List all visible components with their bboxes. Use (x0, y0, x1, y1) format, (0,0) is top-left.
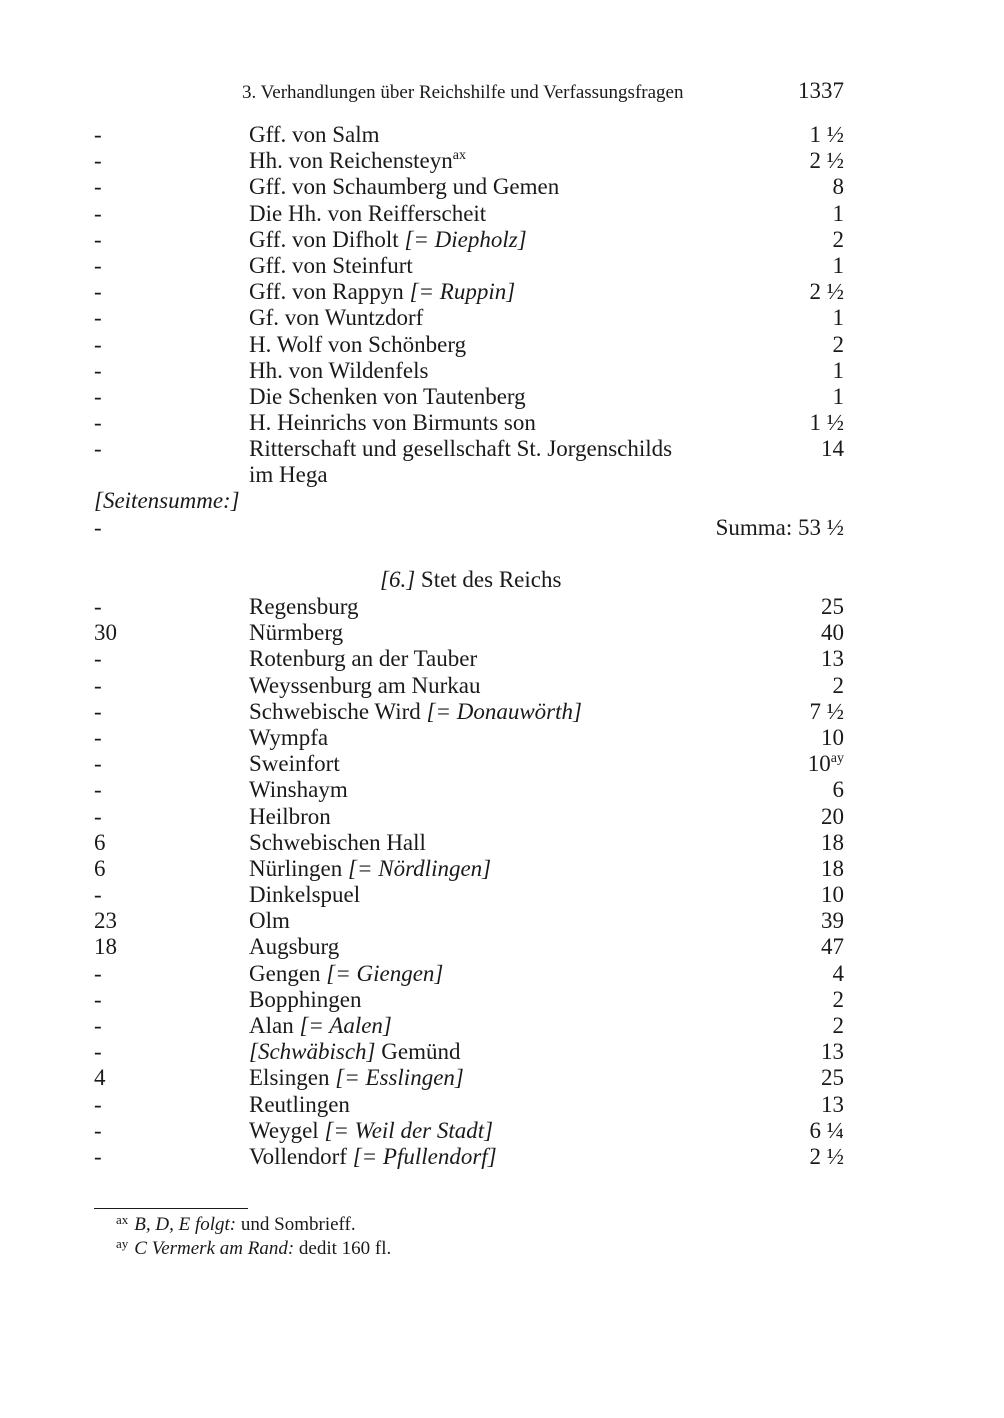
table-row (0, 830, 1004, 856)
row-name-text: Hh. von Wildenfels (249, 357, 429, 383)
table-row (0, 620, 1004, 646)
table-row (0, 174, 1004, 200)
row-value-text: 2 (832, 986, 844, 1012)
page-number: 1337 (798, 78, 844, 103)
table-row (0, 594, 1004, 620)
row-value-text: 1 ½ (809, 122, 844, 147)
row-value-text: 14 (821, 436, 844, 462)
row-name (249, 987, 694, 1013)
row-mark: - (94, 226, 102, 252)
row-value-text: 2 (832, 331, 844, 357)
row-value (821, 830, 844, 856)
row-name (249, 777, 694, 803)
table-row (0, 804, 1004, 830)
row-name (249, 410, 694, 436)
row-name-text: Heilbron (249, 803, 331, 829)
footnote-source: C Vermerk am Rand: (134, 1238, 295, 1259)
row-value (810, 410, 845, 436)
row-value (833, 673, 845, 699)
row-mark: - (94, 1143, 102, 1169)
row-value-text: 1 (832, 200, 844, 226)
footnote (116, 1237, 391, 1261)
table-row (0, 777, 1004, 803)
editorial-note: [= Pfullendorf] (346, 1143, 497, 1169)
row-value-text: 2 ½ (809, 1143, 844, 1169)
row-mark: - (94, 751, 102, 777)
table-row (0, 201, 1004, 227)
editorial-note: [Schwäbisch] (249, 1039, 376, 1065)
row-name (249, 201, 694, 227)
row-mark: - (94, 279, 102, 305)
row-name (249, 856, 694, 882)
row-mark: - (94, 1013, 102, 1038)
row-name-text: Elsingen (249, 1065, 330, 1091)
row-value-text: 1 (832, 252, 844, 278)
section-title: Stet des Reichs (415, 567, 562, 592)
row-mark: - (94, 252, 102, 278)
row-name (249, 1144, 694, 1170)
row-mark: - (94, 122, 102, 147)
row-name (249, 358, 694, 384)
table-row (0, 856, 1004, 882)
footnote-key: ay (116, 1236, 129, 1251)
table-row (0, 1065, 1004, 1091)
row-name (249, 148, 694, 174)
row-name-text: Alan (249, 1013, 294, 1038)
row-mark: - (94, 646, 102, 672)
row-mark: - (94, 305, 102, 331)
table-row (0, 253, 1004, 279)
row-name-text: Sweinfort (249, 751, 340, 777)
row-name (249, 436, 694, 488)
row-name-text: Gff. von Difholt (249, 226, 399, 252)
row-name-text: Vollendorf (249, 1143, 347, 1169)
row-value-text: 2 ½ (809, 148, 844, 174)
row-name-text: Gemünd (375, 1039, 461, 1065)
row-name (249, 908, 694, 934)
footnote (116, 1213, 391, 1237)
row-value-text: 40 (821, 620, 844, 646)
row-value-text: 20 (821, 803, 844, 829)
row-mark: - (94, 594, 102, 619)
row-value (821, 1039, 844, 1065)
row-name (249, 253, 694, 279)
row-mark: - (94, 200, 102, 226)
row-value-text: 7 ½ (809, 698, 844, 724)
row-mark: - (94, 724, 102, 750)
row-name (249, 699, 694, 725)
row-name (249, 279, 694, 305)
row-value-text: 2 (832, 672, 844, 698)
row-value (833, 358, 845, 384)
row-name-text: Dinkelspuel (249, 882, 361, 908)
table-row (0, 1039, 1004, 1065)
row-mark: - (94, 1091, 102, 1117)
row-mark: - (94, 357, 102, 383)
table-row (0, 908, 1004, 934)
table-row (0, 1092, 1004, 1118)
footnote-rule (94, 1208, 248, 1209)
row-name-text: H. Wolf von Schönberg (249, 331, 467, 357)
row-name (249, 673, 694, 699)
row-name-text: Gf. von Wuntzdorf (249, 305, 424, 331)
row-value-text: 8 (832, 174, 844, 200)
row-value-text: 18 (821, 829, 844, 855)
row-name (249, 830, 694, 856)
row-name (249, 1065, 694, 1091)
contribution-table-counts (0, 122, 1004, 489)
row-name (249, 961, 694, 987)
row-value-text: 25 (821, 594, 844, 619)
row-value (833, 961, 845, 987)
table-row (0, 882, 1004, 908)
row-name-text: Nürmberg (249, 620, 344, 646)
row-name-text: Ritterschaft und gesellschaft St. Jorgenschilds im Hega (249, 436, 673, 488)
row-mark: 6 (94, 829, 106, 855)
footnote-text: dedit 160 fl. (294, 1238, 392, 1259)
editorial-note: [= Giengen] (320, 960, 444, 986)
page-sum-row (0, 515, 1004, 541)
row-mark: 6 (94, 855, 106, 881)
header-title: 3. Verhandlungen über Reichshilfe und Verfassungsfragen (242, 82, 684, 103)
row-mark: - (94, 436, 102, 462)
table-row (0, 384, 1004, 410)
row-value (821, 908, 844, 934)
row-mark: - (94, 698, 102, 724)
row-value-text: 1 (832, 383, 844, 409)
row-value (808, 751, 844, 777)
row-name-text: Olm (249, 908, 290, 934)
row-value (810, 279, 845, 305)
row-value (821, 934, 844, 960)
row-name (249, 1013, 694, 1039)
row-name-text: Nürlingen (249, 855, 343, 881)
row-name (249, 934, 694, 960)
section-number: [6.] (380, 567, 416, 592)
section-heading (380, 567, 561, 593)
row-value (821, 1092, 844, 1118)
row-name-text: Die Hh. von Reifferscheit (249, 200, 487, 226)
row-name (249, 646, 694, 672)
table-row (0, 987, 1004, 1013)
page-sum-label: [Seitensumme:] (94, 488, 240, 513)
row-value (810, 699, 845, 725)
table-row (0, 751, 1004, 777)
row-value-text: 13 (821, 646, 844, 672)
table-row (0, 305, 1004, 331)
table-row (0, 725, 1004, 751)
row-value (833, 777, 845, 803)
editorial-note: [= Weil der Stadt] (318, 1117, 494, 1143)
row-name-text: Regensburg (249, 594, 359, 619)
row-value (821, 882, 844, 908)
table-row (0, 332, 1004, 358)
row-mark: 30 (94, 620, 117, 646)
row-value (821, 1065, 844, 1091)
row-value-text: 6 ¼ (809, 1117, 844, 1143)
table-row (0, 1144, 1004, 1170)
table-row (0, 961, 1004, 987)
row-name-text: Bopphingen (249, 986, 362, 1012)
row-value-text: 39 (821, 908, 844, 934)
editorial-note: [= Donauwörth] (420, 698, 582, 724)
row-value (821, 436, 844, 462)
row-value (833, 174, 845, 200)
row-name (249, 804, 694, 830)
row-value-text: 2 (832, 226, 844, 252)
row-mark: - (94, 1039, 102, 1065)
row-name (249, 1118, 694, 1144)
table-row (0, 148, 1004, 174)
editorial-note: [= Aalen] (293, 1013, 392, 1038)
table-row (0, 673, 1004, 699)
footnote-text: und Sombrieff. (236, 1214, 356, 1235)
table-row (0, 934, 1004, 960)
row-name-text: Schwebische Wird (249, 698, 421, 724)
row-name (249, 332, 694, 358)
row-value (810, 1144, 845, 1170)
editorial-note: [= Nördlingen] (342, 855, 492, 881)
row-mark: 4 (94, 1065, 106, 1091)
row-name (249, 174, 694, 200)
row-name-text: Wympfa (249, 724, 329, 750)
footnote-ref: ax (452, 148, 466, 164)
page-sum-total: Summa: 53 ½ (715, 515, 844, 540)
row-value-text: 1 (832, 357, 844, 383)
row-value-text: 2 (832, 1013, 844, 1038)
row-value-text: 13 (821, 1039, 844, 1065)
row-name-text: Hh. von Reichensteyn (249, 148, 453, 174)
row-mark: - (94, 174, 102, 200)
editorial-note: [= Esslingen] (329, 1065, 464, 1091)
row-name-text: Die Schenken von Tautenberg (249, 383, 526, 409)
row-mark: 18 (94, 934, 117, 960)
row-name-text: H. Heinrichs von Birmunts son (249, 410, 536, 436)
row-name-text: Gengen (249, 960, 321, 986)
row-mark: - (94, 1117, 102, 1143)
row-name-text: Gff. von Rappyn (249, 279, 404, 305)
row-value (821, 804, 844, 830)
row-name-text: Gff. von Steinfurt (249, 252, 413, 278)
table-row (0, 358, 1004, 384)
row-value (810, 148, 845, 174)
table-row (0, 1118, 1004, 1144)
row-value (810, 122, 845, 148)
table-row (0, 646, 1004, 672)
row-name (249, 725, 694, 751)
row-mark: - (94, 331, 102, 357)
row-name-text: Rotenburg an der Tauber (249, 646, 478, 672)
row-mark: - (94, 960, 102, 986)
footnote-source: B, D, E folgt: (134, 1214, 237, 1235)
row-value (833, 1013, 845, 1039)
row-name (249, 1092, 694, 1118)
row-value-text: 10 (821, 724, 844, 750)
row-value (833, 332, 845, 358)
contribution-table-cities (0, 594, 1004, 1170)
row-value (833, 227, 845, 253)
row-value (821, 646, 844, 672)
row-value-text: 1 ½ (809, 410, 844, 436)
footnotes (116, 1213, 391, 1261)
row-name (249, 594, 694, 620)
row-name (249, 122, 694, 148)
row-name-text: Gff. von Salm (249, 122, 380, 147)
table-row (0, 436, 1004, 488)
row-value-text: 10 (807, 751, 831, 777)
row-value-text: 6 (832, 777, 844, 803)
row-mark: - (94, 986, 102, 1012)
row-name (249, 882, 694, 908)
row-value-text: 4 (832, 960, 844, 986)
row-value (833, 987, 845, 1013)
row-value (821, 620, 844, 646)
row-value-text: 10 (821, 882, 844, 908)
footnote-ref: ay (830, 751, 844, 767)
row-value-text: 18 (821, 855, 844, 881)
row-name (249, 305, 694, 331)
row-value (821, 594, 844, 620)
table-row (0, 227, 1004, 253)
row-value-text: 13 (821, 1091, 844, 1117)
row-mark: - (94, 882, 102, 908)
row-value (833, 305, 845, 331)
row-mark: - (94, 383, 102, 409)
page-sum-mark: - (94, 515, 102, 540)
row-name (249, 751, 694, 777)
row-name-text: Weyssenburg am Nurkau (249, 672, 481, 698)
footnote-key: ax (116, 1212, 129, 1227)
row-name-text: Reutlingen (249, 1091, 350, 1117)
row-value (833, 253, 845, 279)
row-mark: - (94, 803, 102, 829)
row-mark: - (94, 410, 102, 436)
table-row (0, 410, 1004, 436)
row-mark: 23 (94, 908, 117, 934)
table-row (0, 1013, 1004, 1039)
row-name (249, 384, 694, 410)
row-name-text: Gff. von Schaumberg und Gemen (249, 174, 560, 200)
table-row (0, 699, 1004, 725)
row-mark: - (94, 672, 102, 698)
row-name-text: Weygel (249, 1117, 319, 1143)
row-name (249, 620, 694, 646)
row-name-text: Winshaym (249, 777, 348, 803)
row-value (833, 384, 845, 410)
row-value-text: 25 (821, 1065, 844, 1091)
row-value-text: 2 ½ (809, 279, 844, 305)
row-value (810, 1118, 845, 1144)
editorial-note: [= Diepholz] (398, 226, 527, 252)
row-mark: - (94, 148, 102, 174)
row-name (249, 1039, 694, 1065)
row-name-text: Schwebischen Hall (249, 829, 426, 855)
row-value (833, 201, 845, 227)
table-row (0, 122, 1004, 148)
row-value-text: 47 (821, 934, 844, 960)
row-name (249, 227, 694, 253)
editorial-note: [= Ruppin] (403, 279, 516, 305)
row-name-text: Augsburg (249, 934, 340, 960)
row-mark: - (94, 777, 102, 803)
row-value-text: 1 (832, 305, 844, 331)
running-header (0, 78, 1004, 108)
row-value (821, 856, 844, 882)
row-value (821, 725, 844, 751)
table-row (0, 279, 1004, 305)
